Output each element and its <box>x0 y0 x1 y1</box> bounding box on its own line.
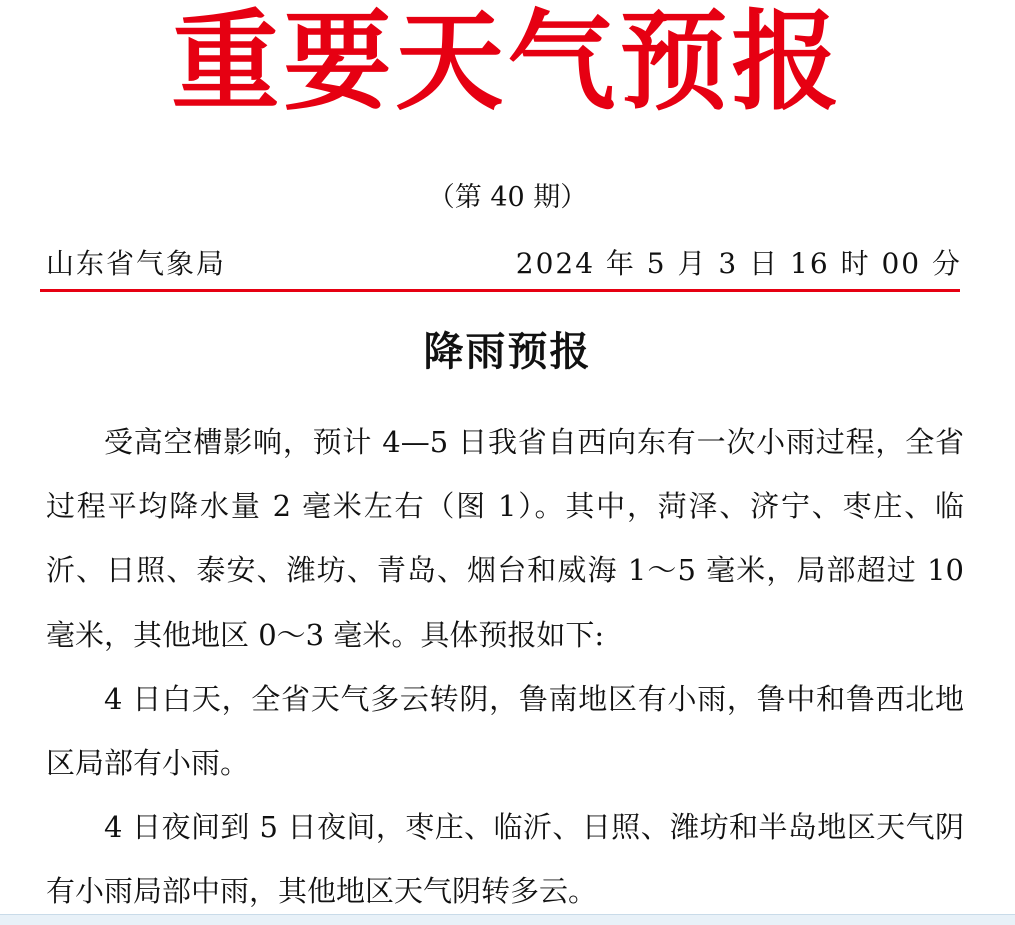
masthead-title: 重要天气预报 <box>171 0 844 125</box>
issue-date: 2024 年 5 月 3 日 16 时 00 分 <box>515 247 962 280</box>
paragraph: 受高空槽影响，预计 4—5 日我省自西向东有一次小雨过程，全省过程平均降水量 2 毫米左右（图 1）。其中，菏泽、济宁、枣庄、临沂、日照、泰安、潍坊、青岛、烟台和威海 1～5 毫米，局部超过 10 毫米，其他地区 0～3 毫米。具体预报如下: <box>46 425 964 652</box>
paragraph: 4 日白天，全省天气多云转阴，鲁南地区有小雨，鲁中和鲁西北地区局部有小雨。 <box>46 681 964 781</box>
issuer: 山东省气象局 <box>46 247 227 280</box>
paragraph: 4 日夜间到 5 日夜间，枣庄、临沂、日照、潍坊和半岛地区天气阴有小雨局部中雨，其他地区天气阴转多云。 <box>46 810 964 909</box>
document-title: 降雨预报 <box>423 328 592 375</box>
red-divider <box>40 289 960 292</box>
issue-number: （第 40 期） <box>427 182 588 213</box>
viewer-bottom-strip <box>0 914 1015 925</box>
body-text <box>46 410 964 924</box>
